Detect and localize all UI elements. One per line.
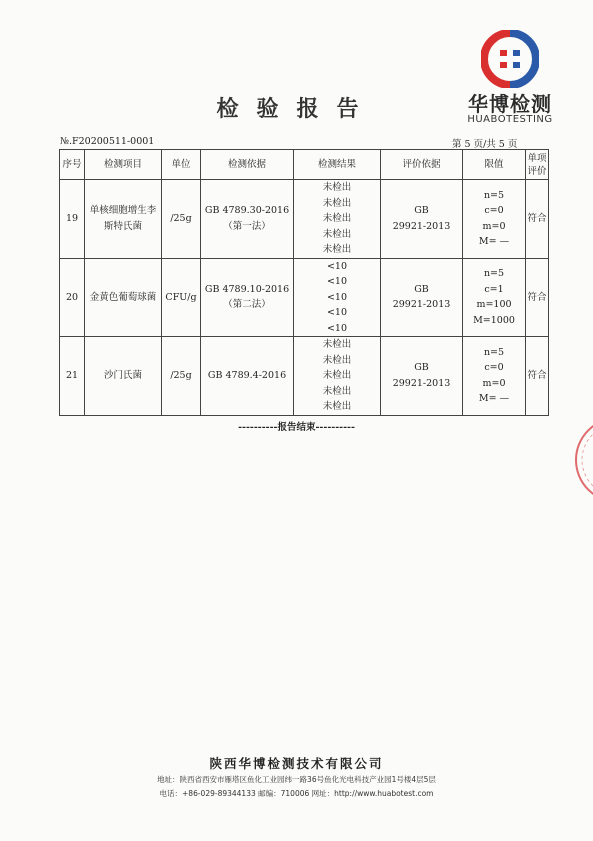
row-method <box>201 337 294 416</box>
report-number: №.F20200511-0001 <box>60 136 155 147</box>
header-basis: 评价依据 <box>381 150 463 180</box>
row-method <box>201 180 294 259</box>
row-results <box>294 337 381 416</box>
row-no: 21 <box>60 337 85 416</box>
result-line: <10 <box>326 260 348 272</box>
method-line: GB 4789.10-2016 <box>204 283 290 295</box>
header-no: 序号 <box>60 150 85 180</box>
row-basis <box>381 258 463 337</box>
limit-line: n=5 <box>483 189 505 201</box>
result-line: 未检出 <box>322 244 352 255</box>
row-evaluation: 符合 <box>526 180 549 259</box>
row-no: 19 <box>60 180 85 259</box>
row-method <box>201 258 294 337</box>
result-line: 未检出 <box>322 370 352 381</box>
row-results <box>294 180 381 259</box>
header-limit: 限值 <box>463 150 526 180</box>
method-line: （第二法） <box>223 299 271 311</box>
result-line: <10 <box>326 291 348 303</box>
company-address: 地址：陕西省西安市雁塔区鱼化工业园纬一路36号鱼化光电科技产业园1号楼4层5层 <box>157 775 436 784</box>
limit-line: m=100 <box>476 299 512 311</box>
row-results <box>294 258 381 337</box>
result-line: <10 <box>326 307 348 318</box>
row-basis <box>381 180 463 259</box>
official-seal-partial <box>556 415 593 505</box>
result-line: 未检出 <box>322 339 352 350</box>
limit-line: M=1000 <box>473 314 515 326</box>
row-unit: /25g <box>162 337 201 416</box>
page-info: 第 5 页/共 5 页 <box>452 139 518 150</box>
limit-line: n=5 <box>483 346 505 358</box>
header-method: 检测依据 <box>201 150 294 180</box>
limit-line: M= — <box>478 236 510 248</box>
company-name: 陕西华博检测技术有限公司 <box>209 756 384 771</box>
basis-line: GB <box>414 362 429 374</box>
report-title: 检验报告 <box>216 96 377 122</box>
row-evaluation: 符合 <box>526 337 549 416</box>
basis-line: 29921-2013 <box>392 220 451 232</box>
limit-line: m=0 <box>482 220 506 232</box>
limit-line: n=5 <box>483 268 505 280</box>
row-limits <box>463 180 526 259</box>
result-line: <10 <box>326 276 348 287</box>
logo-name-cn: 华博检测 <box>468 92 552 116</box>
limit-line: c=1 <box>484 283 504 295</box>
limit-line: M= — <box>478 393 510 405</box>
limit-line: m=0 <box>482 377 506 389</box>
table-row <box>60 337 549 416</box>
basis-line: 29921-2013 <box>392 377 451 389</box>
row-item: 单核细胞增生李斯特氏菌 <box>85 180 162 259</box>
result-line: 未检出 <box>322 385 352 397</box>
row-no: 20 <box>60 258 85 337</box>
table-row <box>60 180 549 259</box>
result-line: 未检出 <box>322 354 352 366</box>
method-line: GB 4789.30-2016 <box>204 205 290 217</box>
result-line: <10 <box>326 322 348 334</box>
header-unit: 单位 <box>162 150 201 180</box>
logo-name-en: HUABOTESTING <box>467 114 553 125</box>
limit-line: c=0 <box>484 362 504 374</box>
result-line: 未检出 <box>322 401 352 412</box>
row-item: 金黄色葡萄球菌 <box>85 258 162 337</box>
row-unit: CFU/g <box>162 258 201 337</box>
huabo-logo-icon <box>481 30 539 88</box>
method-line: GB 4789.4-2016 <box>207 370 287 381</box>
result-line: 未检出 <box>322 182 352 193</box>
row-item: 沙门氏菌 <box>85 337 162 416</box>
basis-line: GB <box>414 205 429 217</box>
company-contact: 电话：+86-029-89344133 邮编：710006 网址：http://www.huabotest.com <box>159 789 434 798</box>
table-row <box>60 258 549 337</box>
report-end-marker: ----------报告结束---------- <box>238 422 355 433</box>
row-limits <box>463 258 526 337</box>
header-item: 检测项目 <box>85 150 162 180</box>
method-line: （第一法） <box>223 220 271 232</box>
basis-line: 29921-2013 <box>392 299 451 311</box>
limit-line: c=0 <box>484 205 504 217</box>
seal-icon <box>556 415 593 505</box>
row-unit: /25g <box>162 180 201 259</box>
result-line: 未检出 <box>322 228 352 240</box>
row-basis <box>381 337 463 416</box>
table-header-row <box>60 150 549 180</box>
header-evaluation: 单项评价 <box>526 150 549 180</box>
result-line: 未检出 <box>322 213 352 224</box>
row-evaluation: 符合 <box>526 258 549 337</box>
row-limits <box>463 337 526 416</box>
header-result: 检测结果 <box>294 150 381 180</box>
result-line: 未检出 <box>322 197 352 209</box>
test-results-table <box>59 149 549 416</box>
basis-line: GB <box>414 283 429 295</box>
